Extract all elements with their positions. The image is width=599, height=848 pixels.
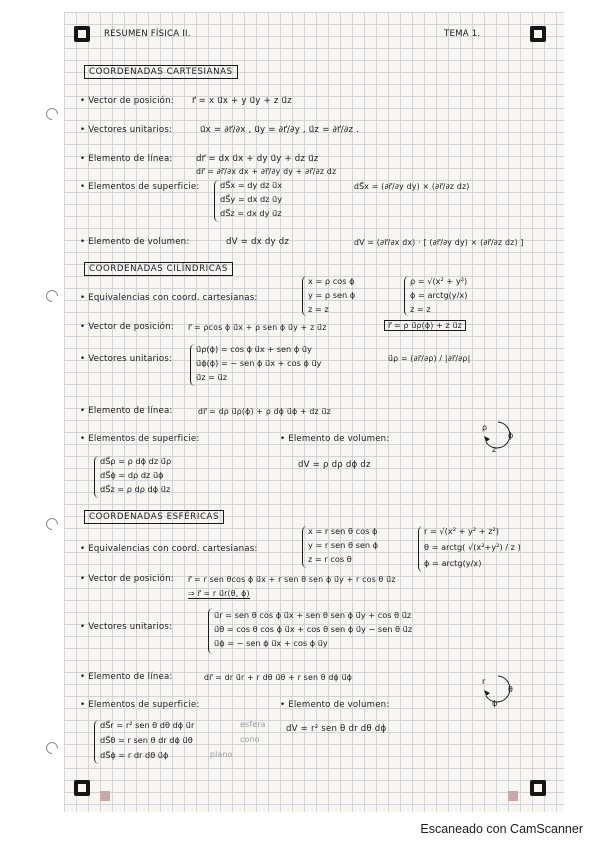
cart-surface-line: dS⃗y = dx dz u⃗y (220, 194, 283, 204)
sph-inverse-line: θ = arctg( √(x²+y²) / z ) (424, 542, 521, 552)
cart-surface-side-formula: dS⃗x = (∂r⃗/∂y dy) × (∂r⃗/∂z dz) (354, 182, 470, 191)
cyl-surface-label: • Elementos de superficie: (80, 434, 200, 444)
cyl-position-label: • Vector de posición: (80, 322, 174, 332)
cycle-symbol: ρ (482, 423, 488, 432)
cycle-symbol: r (482, 677, 486, 686)
cyl-equiv-brace (302, 276, 307, 316)
cart-position-formula: r⃗ = x u⃗x + y u⃗y + z u⃗z (192, 96, 292, 106)
cyl-inverse-brace (404, 276, 409, 316)
sph-unit-line: u⃗ϕ = − sen ϕ u⃗x + cos ϕ u⃗y (214, 638, 328, 648)
sph-surface-note: cono (240, 735, 260, 744)
sph-surface-label: • Elementos de superficie: (80, 700, 200, 710)
cyl-line-label: • Elemento de línea: (80, 406, 173, 416)
cart-position-label: • Vector de posición: (80, 96, 174, 106)
cart-surface-brace (214, 180, 219, 222)
cyl-surface-line: dS⃗ρ = ρ dϕ dz u⃗ρ (100, 456, 172, 466)
cart-unit-label: • Vectores unitarios: (80, 125, 173, 135)
sph-volume-formula: dV = r² sen θ dr dθ dϕ (286, 724, 387, 734)
page-title: RESUMEN FÍSICA II. (104, 29, 191, 39)
scan-corner-marker (530, 780, 546, 796)
scan-color-marker (508, 791, 518, 801)
cyl-inverse-line: ρ = √(x² + y²) (410, 276, 468, 286)
sph-surface-note: esfera (240, 720, 266, 729)
scan-color-marker (100, 791, 110, 801)
cyl-equiv-line: x = ρ cos ϕ (308, 276, 355, 286)
sph-position-label: • Vector de posición: (80, 574, 174, 584)
cyl-position-formula: r⃗ = ρcos ϕ u⃗x + ρ sen ϕ u⃗y + z u⃗z (188, 323, 327, 332)
scan-corner-marker (530, 26, 546, 42)
cart-line-formula-expanded: dr⃗ = ∂r⃗/∂x dx + ∂r⃗/∂y dy + ∂r⃗/∂z dz (196, 167, 337, 176)
heading-spherical: COORDENADAS ESFÉRICAS (84, 510, 224, 524)
cyl-unit-line: u⃗ρ(ϕ) = cos ϕ u⃗x + sen ϕ u⃗y (196, 344, 312, 354)
sph-surface-line: dS⃗ϕ = r dr dθ u⃗ϕ (100, 750, 169, 760)
cart-surface-label: • Elementos de superficie: (80, 182, 200, 192)
topic-label: TEMA 1. (444, 29, 481, 39)
sph-unit-line: u⃗θ = cos θ cos ϕ u⃗x + cos θ sen ϕ u⃗y − sen θ u⃗z (214, 624, 413, 634)
sph-surface-line: dS⃗r = r² sen θ dθ dϕ u⃗r (100, 720, 195, 730)
cyl-unit-side-formula: u⃗ρ = (∂r⃗/∂ρ) / |∂r⃗/∂ρ| (388, 354, 471, 363)
cart-line-formula: dr⃗ = dx u⃗x + dy u⃗y + dz u⃗z (196, 154, 319, 164)
sph-equiv-line: z = r cos θ (308, 554, 352, 564)
cart-surface-line: dS⃗x = dy dz u⃗x (220, 180, 283, 190)
cycle-symbol: θ (508, 685, 513, 694)
cyl-unit-label: • Vectores unitarios: (80, 354, 173, 364)
sph-volume-label: • Elemento de volumen: (280, 700, 390, 710)
sph-line-label: • Elemento de línea: (80, 672, 173, 682)
scan-corner-marker (74, 780, 90, 796)
sph-position-formula: r⃗ = r sen θcos ϕ u⃗x + r sen θ sen ϕ u⃗y + r cos θ u⃗z (188, 575, 396, 584)
binder-hole (44, 106, 61, 123)
scanner-watermark: Escaneado con CamScanner (420, 822, 583, 836)
cyl-equiv-line: y = ρ sen ϕ (308, 290, 356, 300)
sph-surface-line: dS⃗θ = r sen θ dr dϕ u⃗θ (100, 735, 193, 745)
scan-corner-marker (74, 26, 90, 42)
cyl-surface-brace (94, 456, 99, 498)
cart-volume-side-formula: dV = (∂r⃗/∂x dx) · [ (∂r⃗/∂y dy) × (∂r⃗/∂z dz) ] (354, 238, 524, 247)
sph-inverse-brace (418, 526, 423, 572)
cyl-inverse-line: ϕ = arctg(y/x) (410, 290, 468, 300)
sph-surface-brace (94, 720, 99, 764)
sph-cyclic-order-diagram (478, 672, 518, 708)
binder-hole (44, 740, 61, 757)
cyl-surface-line: dS⃗z = ρ dρ dϕ u⃗z (100, 484, 171, 494)
sph-unit-label: • Vectores unitarios: (80, 622, 173, 632)
cyl-unit-line: u⃗ϕ(ϕ) = − sen ϕ u⃗x + cos ϕ u⃗y (196, 358, 322, 368)
heading-cylindrical: COORDENADAS CILÍNDRICAS (84, 262, 233, 276)
binder-hole (44, 288, 61, 305)
cyl-equiv-line: z = z (308, 304, 329, 314)
sph-equiv-line: y = r sen θ sen ϕ (308, 540, 379, 550)
cycle-symbol: ϕ (508, 431, 514, 440)
sph-equiv-label: • Equivalencias con coord. cartesianas: (80, 544, 258, 554)
cart-volume-formula: dV = dx dy dz (226, 237, 290, 247)
cyl-surface-line: dS⃗ϕ = dρ dz u⃗ϕ (100, 470, 164, 480)
cyl-unit-brace (190, 344, 195, 386)
sph-surface-note: plano (210, 750, 233, 759)
cyl-volume-formula: dV = ρ dρ dϕ dz (298, 460, 371, 470)
cycle-symbol: ϕ (492, 699, 498, 708)
sph-inverse-line: ϕ = arctg(y/x) (424, 558, 482, 568)
sph-inverse-line: r = √(x² + y² + z²) (424, 526, 500, 536)
notebook-page (64, 12, 564, 812)
binder-hole (44, 516, 61, 533)
cart-unit-formula: u⃗x = ∂r⃗/∂x , u⃗y = ∂r⃗/∂y , u⃗z = ∂r⃗/∂z . (200, 125, 360, 135)
cyl-position-result: r⃗ = ρ u⃗ρ(ϕ) + z u⃗z (384, 320, 466, 331)
cyl-volume-label: • Elemento de volumen: (280, 434, 390, 444)
sph-equiv-brace (302, 526, 307, 568)
cyl-line-formula: dr⃗ = dρ u⃗ρ(ϕ) + ρ dϕ u⃗ϕ + dz u⃗z (198, 407, 331, 416)
cyl-equiv-label: • Equivalencias con coord. cartesianas: (80, 293, 258, 303)
cyl-unit-line: u⃗z = u⃗z (196, 372, 228, 382)
sph-unit-brace (208, 608, 213, 654)
cart-volume-label: • Elemento de volumen: (80, 237, 190, 247)
sph-position-result: ⇒ r⃗ = r u⃗r(θ, ϕ) (188, 589, 250, 598)
cyl-inverse-line: z = z (410, 304, 431, 314)
cart-line-label: • Elemento de línea: (80, 154, 173, 164)
cycle-symbol: z (492, 445, 497, 454)
sph-unit-line: u⃗r = sen θ cos ϕ u⃗x + sen θ sen ϕ u⃗y + cos θ u⃗z (214, 610, 412, 620)
cyl-cyclic-order-diagram (478, 418, 518, 454)
sph-equiv-line: x = r sen θ cos ϕ (308, 526, 378, 536)
heading-cartesian: COORDENADAS CARTESIANAS (84, 65, 238, 79)
cart-surface-line: dS⃗z = dx dy u⃗z (220, 208, 282, 218)
sph-line-formula: dr⃗ = dr u⃗r + r dθ u⃗θ + r sen θ dϕ u⃗ϕ (204, 673, 353, 682)
